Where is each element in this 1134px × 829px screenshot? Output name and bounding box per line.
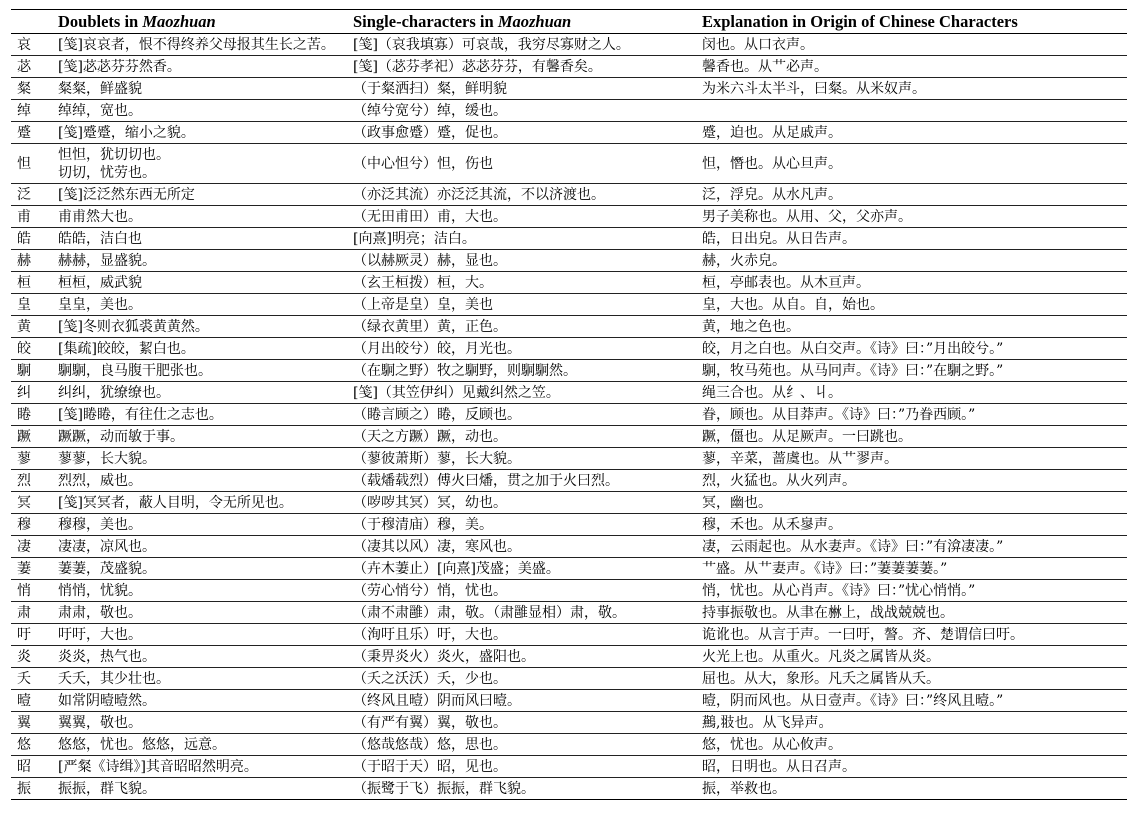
- table-row: [11, 272, 1127, 294]
- explanation-cell: 皓，日出皃。从日告声。: [702, 228, 1127, 250]
- character-cell: 烈: [11, 470, 48, 492]
- header-doublets: Doublets in Maozhuan: [48, 10, 353, 34]
- table-row: [11, 712, 1127, 734]
- doublet-cell: 悠悠，忧也。悠悠，远意。: [48, 734, 353, 756]
- single-character-cell: （载燔载烈）傅火曰燔，贯之加于火曰烈。: [353, 470, 702, 492]
- explanation-cell: 曀，阴而风也。从日壹声。《诗》曰：”终风且曀。”: [702, 690, 1127, 712]
- character-cell: 肃: [11, 602, 48, 624]
- explanation-cell: 黄，地之色也。: [702, 316, 1127, 338]
- character-cell: 怛: [11, 144, 48, 184]
- doublet-cell: 駉駉，良马腹干肥张也。: [48, 360, 353, 382]
- character-cell: 皎: [11, 338, 48, 360]
- table-row: [11, 448, 1127, 470]
- character-cell: 皓: [11, 228, 48, 250]
- single-character-cell: （在駉之野）牧之駉野，则駉駉然。: [353, 360, 702, 382]
- table-row: [11, 122, 1127, 144]
- single-character-cell: （亦泛其流）亦泛泛其流，不以济渡也。: [353, 184, 702, 206]
- table-row: [11, 690, 1127, 712]
- single-character-cell: （睠言顾之）睠，反顾也。: [353, 404, 702, 426]
- doublet-cell: 吁吁，大也。: [48, 624, 353, 646]
- explanation-cell: 皇，大也。从自。自，始也。: [702, 294, 1127, 316]
- explanation-cell: 持事振敬也。从聿在㴇上，战战兢兢也。: [702, 602, 1127, 624]
- table-row: [11, 778, 1127, 800]
- single-character-cell: [笺]（哀我填寡）可哀哉，我穷尽寡财之人。: [353, 34, 702, 56]
- character-cell: 睠: [11, 404, 48, 426]
- explanation-cell: 火光上也。从重火。凡炎之属皆从炎。: [702, 646, 1127, 668]
- character-cell: 苾: [11, 56, 48, 78]
- character-cell: 蹶: [11, 426, 48, 448]
- single-character-cell: [向熹]明亮；洁白。: [353, 228, 702, 250]
- single-character-cell: （有严有翼）翼，敬也。: [353, 712, 702, 734]
- character-cell: 振: [11, 778, 48, 800]
- single-character-cell: （秉畀炎火）炎火，盛阳也。: [353, 646, 702, 668]
- table-row: [11, 100, 1127, 122]
- doublet-cell: [笺]蹙蹙，缩小之貌。: [48, 122, 353, 144]
- character-cell: 黄: [11, 316, 48, 338]
- single-character-cell: [笺]（其笠伊纠）见戴纠然之笠。: [353, 382, 702, 404]
- table-row: [11, 78, 1127, 100]
- explanation-cell: 艹盛。从艹妻声。《诗》曰：”萋萋萋萋。”: [702, 558, 1127, 580]
- table-row: [11, 294, 1127, 316]
- single-character-cell: （中心怛兮）怛，伤也: [353, 144, 702, 184]
- table-row: [11, 536, 1127, 558]
- explanation-cell: 昭，日明也。从日召声。: [702, 756, 1127, 778]
- explanation-cell: [702, 100, 1127, 122]
- explanation-cell: 桓，亭邮表也。从木亘声。: [702, 272, 1127, 294]
- doublet-cell: 炎炎，热气也。: [48, 646, 353, 668]
- character-cell: 皇: [11, 294, 48, 316]
- single-character-cell: （无田甫田）甫，大也。: [353, 206, 702, 228]
- single-character-cell: （政事愈蹙）蹙，促也。: [353, 122, 702, 144]
- single-character-cell: （肃不肃雝）肃，敬。（肃雝显相）肃，敬。: [353, 602, 702, 624]
- character-cell: 穆: [11, 514, 48, 536]
- explanation-cell: 烈，火猛也。从火列声。: [702, 470, 1127, 492]
- single-character-cell: （悠哉悠哉）悠，思也。: [353, 734, 702, 756]
- explanation-cell: 绳三合也。从纟、丩。: [702, 382, 1127, 404]
- doublet-cell: 烈烈，威也。: [48, 470, 353, 492]
- character-cell: 冥: [11, 492, 48, 514]
- table-row: [11, 646, 1127, 668]
- doublet-cell: [笺]泛泛然东西无所定: [48, 184, 353, 206]
- explanation-cell: 冥，幽也。: [702, 492, 1127, 514]
- single-character-cell: （凄其以风）凄，寒风也。: [353, 536, 702, 558]
- header-row: [11, 10, 1127, 34]
- explanation-cell: 诡讹也。从言于声。一曰吁，謷。齐、楚谓信曰吁。: [702, 624, 1127, 646]
- character-cell: 泛: [11, 184, 48, 206]
- character-cell: 翼: [11, 712, 48, 734]
- character-cell: 蓼: [11, 448, 48, 470]
- character-cell: 萋: [11, 558, 48, 580]
- table-row: [11, 144, 1127, 184]
- explanation-cell: 赫，火赤皃。: [702, 250, 1127, 272]
- single-character-cell: （振鹭于飞）振振，群飞貌。: [353, 778, 702, 800]
- doublet-cell: 夭夭，其少壮也。: [48, 668, 353, 690]
- explanation-cell: 眷，顾也。从目莽声。《诗》曰：”乃眷西顾。”: [702, 404, 1127, 426]
- doublet-cell: 桓桓，威武貌: [48, 272, 353, 294]
- header-single-characters: Single-characters in Maozhuan: [353, 10, 702, 34]
- doublet-cell: 蹶蹶，动而敏于事。: [48, 426, 353, 448]
- single-character-cell: （绿衣黄里）黄，正色。: [353, 316, 702, 338]
- explanation-cell: 屈也。从大，象形。凡夭之属皆从夭。: [702, 668, 1127, 690]
- explanation-cell: 蹶，僵也。从足厥声。一曰跳也。: [702, 426, 1127, 448]
- single-character-cell: （绰兮宽兮）绰，缓也。: [353, 100, 702, 122]
- table-row: [11, 624, 1127, 646]
- character-cell: 悠: [11, 734, 48, 756]
- header-character: [11, 10, 48, 34]
- doublet-cell: [笺]冥冥者，蔽人目明，令无所见也。: [48, 492, 353, 514]
- explanation-cell: 悠，忧也。从心攸声。: [702, 734, 1127, 756]
- doublet-cell: [严粲《诗缉》]其音昭昭然明亮。: [48, 756, 353, 778]
- doublet-cell: 皓皓，洁白也: [48, 228, 353, 250]
- explanation-cell: 悄，忧也。从心肖声。《诗》曰：”忧心悄悄。”: [702, 580, 1127, 602]
- explanation-cell: 駉，牧马苑也。从马冋声。《诗》曰：”在駉之野。”: [702, 360, 1127, 382]
- explanation-cell: 为米六斗太半斗，曰粲。从米奴声。: [702, 78, 1127, 100]
- doublet-cell: 赫赫，显盛貌。: [48, 250, 353, 272]
- doublet-cell: [笺]哀哀者，恨不得终养父母报其生长之苦。: [48, 34, 353, 56]
- doublet-cell: 悄悄，忧貌。: [48, 580, 353, 602]
- doublet-cell: 绰绰，宽也。: [48, 100, 353, 122]
- table-row: [11, 56, 1127, 78]
- single-character-cell: （月出皎兮）皎，月光也。: [353, 338, 702, 360]
- table-row: [11, 558, 1127, 580]
- character-cell: 炎: [11, 646, 48, 668]
- header-explanation: Explanation in Origin of Chinese Characters: [702, 10, 1127, 34]
- character-cell: 甫: [11, 206, 48, 228]
- character-cell: 駉: [11, 360, 48, 382]
- character-cell: 哀: [11, 34, 48, 56]
- table-row: [11, 382, 1127, 404]
- explanation-cell: 穆，禾也。从禾㣎声。: [702, 514, 1127, 536]
- character-cell: 曀: [11, 690, 48, 712]
- doublet-cell: 皇皇，美也。: [48, 294, 353, 316]
- single-character-cell: （夭之沃沃）夭，少也。: [353, 668, 702, 690]
- character-cell: 绰: [11, 100, 48, 122]
- character-cell: 昭: [11, 756, 48, 778]
- table-row: [11, 734, 1127, 756]
- doublet-cell: 粲粲，鲜盛貌: [48, 78, 353, 100]
- character-cell: 纠: [11, 382, 48, 404]
- doublet-cell: 蓼蓼，长大貌。: [48, 448, 353, 470]
- table-row: [11, 756, 1127, 778]
- table-row: [11, 34, 1127, 56]
- doublet-cell: 萋萋，茂盛貌。: [48, 558, 353, 580]
- table-row: [11, 470, 1127, 492]
- explanation-cell: 男子美称也。从用、父，父亦声。: [702, 206, 1127, 228]
- doublet-cell: [48, 144, 353, 184]
- explanation-cell: 怛，憯也。从心旦声。: [702, 144, 1127, 184]
- doublet-cell: 纠纠，犹缭缭也。: [48, 382, 353, 404]
- explanation-cell: 皎，月之白也。从白交声。《诗》曰：”月出皎兮。”: [702, 338, 1127, 360]
- doublet-cell: 肃肃，敬也。: [48, 602, 353, 624]
- explanation-cell: 振，举救也。: [702, 778, 1127, 800]
- single-character-cell: （于昭于天）昭，见也。: [353, 756, 702, 778]
- doublet-cell: 如常阴曀曀然。: [48, 690, 353, 712]
- single-character-cell: （上帝是皇）皇，美也: [353, 294, 702, 316]
- table-row: [11, 316, 1127, 338]
- explanation-cell: 凄，云雨起也。从水妻声。《诗》曰：”有渰凄凄。”: [702, 536, 1127, 558]
- single-character-cell: （卉木萋止）[向熹]茂盛；美盛。: [353, 558, 702, 580]
- doublet-cell: [笺]睠睠，有往仕之志也。: [48, 404, 353, 426]
- character-cell: 吁: [11, 624, 48, 646]
- table-row: [11, 580, 1127, 602]
- character-cell: 赫: [11, 250, 48, 272]
- character-cell: 粲: [11, 78, 48, 100]
- character-cell: 桓: [11, 272, 48, 294]
- explanation-cell: 馨香也。从艹必声。: [702, 56, 1127, 78]
- table-row: [11, 360, 1127, 382]
- single-character-cell: （终风且曀）阴而风曰曀。: [353, 690, 702, 712]
- table-row: [11, 404, 1127, 426]
- single-character-cell: （蓼彼萧斯）蓼，长大貌。: [353, 448, 702, 470]
- explanation-cell: 泛，浮皃。从水凡声。: [702, 184, 1127, 206]
- explanation-cell: 䴏,翄也。从飞异声。: [702, 712, 1127, 734]
- doublet-cell: 甫甫然大也。: [48, 206, 353, 228]
- table-row: [11, 426, 1127, 448]
- doublet-cell: 凄凄，凉风也。: [48, 536, 353, 558]
- character-cell: 悄: [11, 580, 48, 602]
- table-row: [11, 514, 1127, 536]
- explanation-cell: 蓼，辛菜，蔷虞也。从艹翏声。: [702, 448, 1127, 470]
- single-character-cell: （于穆清庙）穆，美。: [353, 514, 702, 536]
- doublet-line: 怛怛，犹切切也。: [58, 147, 170, 163]
- single-character-cell: （以赫厥灵）赫，显也。: [353, 250, 702, 272]
- single-character-cell: （劳心悄兮）悄，忧也。: [353, 580, 702, 602]
- doublet-cell: 翼翼，敬也。: [48, 712, 353, 734]
- character-cell: 蹙: [11, 122, 48, 144]
- doublet-cell: 振振，群飞貌。: [48, 778, 353, 800]
- doublet-cell: [笺]苾苾芬芬然香。: [48, 56, 353, 78]
- explanation-cell: 闵也。从口衣声。: [702, 34, 1127, 56]
- explanation-cell: 蹙，迫也。从足戚声。: [702, 122, 1127, 144]
- single-character-cell: （哕哕其冥）冥，幼也。: [353, 492, 702, 514]
- doublet-cell: [集疏]皎皎，絜白也。: [48, 338, 353, 360]
- single-character-cell: （于粲洒扫）粲，鲜明貌: [353, 78, 702, 100]
- table-row: [11, 668, 1127, 690]
- single-character-cell: [笺]（苾芬孝祀）苾苾芬芬，有馨香矣。: [353, 56, 702, 78]
- single-character-cell: （天之方蹶）蹶，动也。: [353, 426, 702, 448]
- table-row: [11, 184, 1127, 206]
- table-row: [11, 206, 1127, 228]
- comparison-table: [11, 9, 1127, 800]
- single-character-cell: （玄王桓拨）桓，大。: [353, 272, 702, 294]
- table-row: [11, 492, 1127, 514]
- doublet-cell: 穆穆，美也。: [48, 514, 353, 536]
- single-character-cell: （洵吁且乐）吁，大也。: [353, 624, 702, 646]
- table-row: [11, 228, 1127, 250]
- table-row: [11, 602, 1127, 624]
- table-row: [11, 250, 1127, 272]
- doublet-cell: [笺]冬则衣狐裘黄黄然。: [48, 316, 353, 338]
- table-row: [11, 338, 1127, 360]
- doublet-line: 切切，忧劳也。: [58, 165, 156, 181]
- character-cell: 夭: [11, 668, 48, 690]
- character-cell: 凄: [11, 536, 48, 558]
